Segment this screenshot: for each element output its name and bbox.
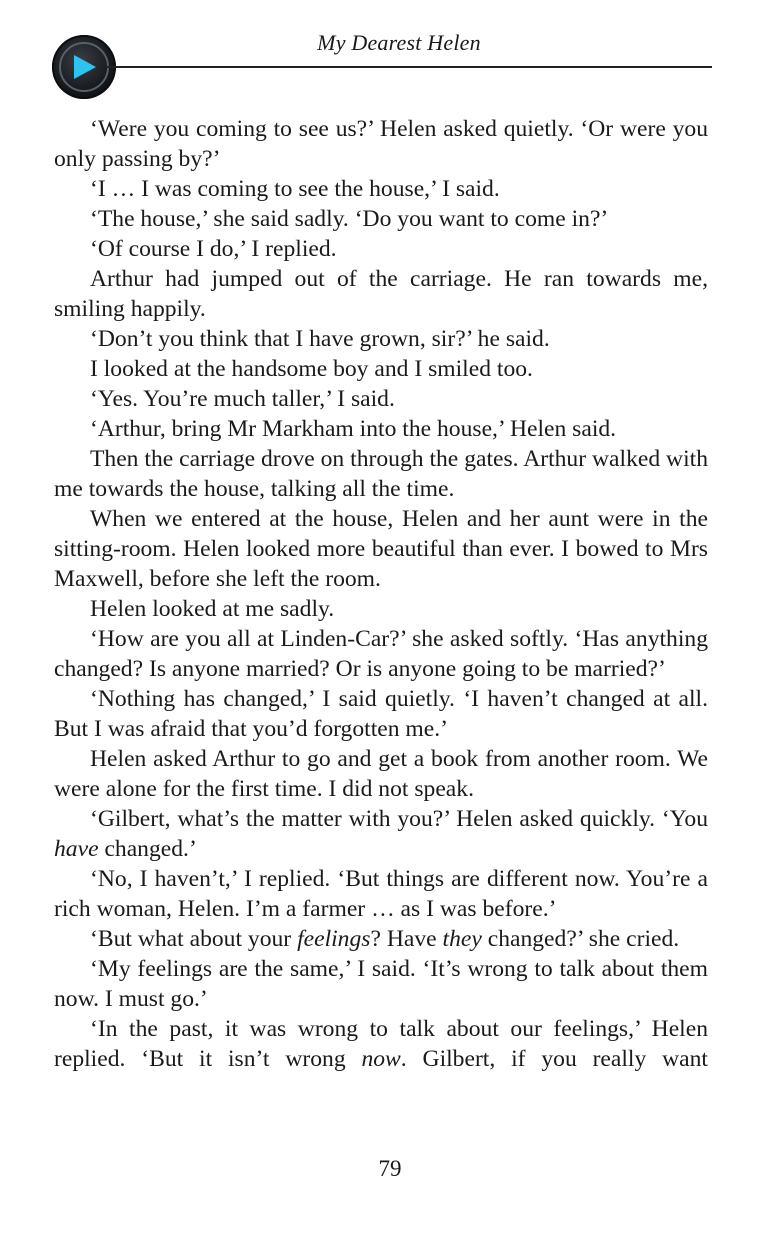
paragraph-text: When we entered at the house, Helen and her aunt were in the sitting-room. Helen looked more beautiful than ever. I bowed to Mrs Maxwell, before she left the room.: [54, 506, 708, 592]
paragraph-text: changed.’: [98, 836, 197, 862]
paragraph-text: ‘Arthur, bring Mr Markham into the house,’ Helen said.: [90, 416, 617, 442]
paragraph-text: ‘The house,’ she said sadly. ‘Do you want to come in?’: [90, 206, 609, 232]
paragraph: [54, 504, 708, 594]
paragraph-text: ‘Of course I do,’ I replied.: [90, 236, 337, 262]
paragraph: [54, 384, 708, 414]
paragraph-text: ‘In the past, it was wrong to talk about our feelings,’ Helen replied. ‘But it isn’t wrong: [54, 1016, 708, 1072]
emphasis: they: [442, 926, 482, 952]
paragraph-text: Arthur had jumped out of the carriage. He ran towards me, smiling happily.: [54, 266, 708, 322]
paragraph: [54, 924, 708, 954]
paragraph: [54, 804, 708, 864]
paragraph-text: Helen looked at me sadly.: [90, 596, 335, 622]
paragraph-text: ‘Don’t you think that I have grown, sir?’ he said.: [90, 326, 550, 352]
paragraph: [54, 624, 708, 684]
paragraph-text: ‘Nothing has changed,’ I said quietly. ‘I haven’t changed at all. But I was afraid that you’d forgotten me.’: [54, 686, 708, 742]
paragraph: [54, 684, 708, 744]
paragraph: [54, 594, 708, 624]
paragraph: [54, 234, 708, 264]
paragraph-text: Then the carriage drove on through the gates. Arthur walked with me towards the house, talking all the time.: [54, 446, 708, 502]
play-icon: [68, 52, 100, 82]
header-rule: [100, 66, 712, 68]
paragraph: [54, 174, 708, 204]
paragraph: [54, 414, 708, 444]
paragraph-text: ‘No, I haven’t,’ I replied. ‘But things are different now. You’re a rich woman, Helen. I’m a farmer … as I was before.’: [54, 866, 708, 922]
body-text: [54, 114, 708, 1074]
paragraph: [54, 354, 708, 384]
paragraph: [54, 264, 708, 324]
paragraph: [54, 1014, 708, 1074]
paragraph-text: . Gilbert, if you really want: [400, 1046, 708, 1072]
paragraph: [54, 864, 708, 924]
paragraph-text: ‘But what about your: [90, 926, 298, 952]
paragraph-text: ‘Yes. You’re much taller,’ I said.: [90, 386, 395, 412]
paragraph-text: I looked at the handsome boy and I smiled too.: [90, 356, 533, 382]
paragraph: [54, 114, 708, 174]
play-triangle: [74, 55, 96, 79]
emphasis: now: [361, 1046, 401, 1072]
paragraph-text: Helen asked Arthur to go and get a book from another room. We were alone for the first time. I did not speak.: [54, 746, 708, 802]
paragraph: [54, 744, 708, 804]
page-number: 79: [378, 1156, 402, 1181]
page-header: [0, 0, 768, 110]
emphasis: have: [54, 836, 99, 862]
paragraph-text: ‘Were you coming to see us?’ Helen asked quietly. ‘Or were you only passing by?’: [54, 116, 708, 172]
paragraph: [54, 324, 708, 354]
paragraph-text: ‘I … I was coming to see the house,’ I said.: [90, 176, 500, 202]
paragraph-text: ‘My feelings are the same,’ I said. ‘It’s wrong to talk about them now. I must go.’: [54, 956, 708, 1012]
paragraph-text: changed?’ she cried.: [481, 926, 680, 952]
paragraph-text: ‘Gilbert, what’s the matter with you?’ Helen asked quickly. ‘You: [90, 806, 708, 832]
paragraph-text: ? Have: [370, 926, 443, 952]
paragraph: [54, 204, 708, 234]
paragraph: [54, 444, 708, 504]
paragraph-text: ‘How are you all at Linden-Car?’ she asked softly. ‘Has anything changed? Is anyone married? Or is anyone going to be married?’: [54, 626, 708, 682]
running-title: My Dearest Helen: [317, 30, 481, 55]
paragraph: [54, 954, 708, 1014]
emphasis: feelings: [297, 926, 371, 952]
